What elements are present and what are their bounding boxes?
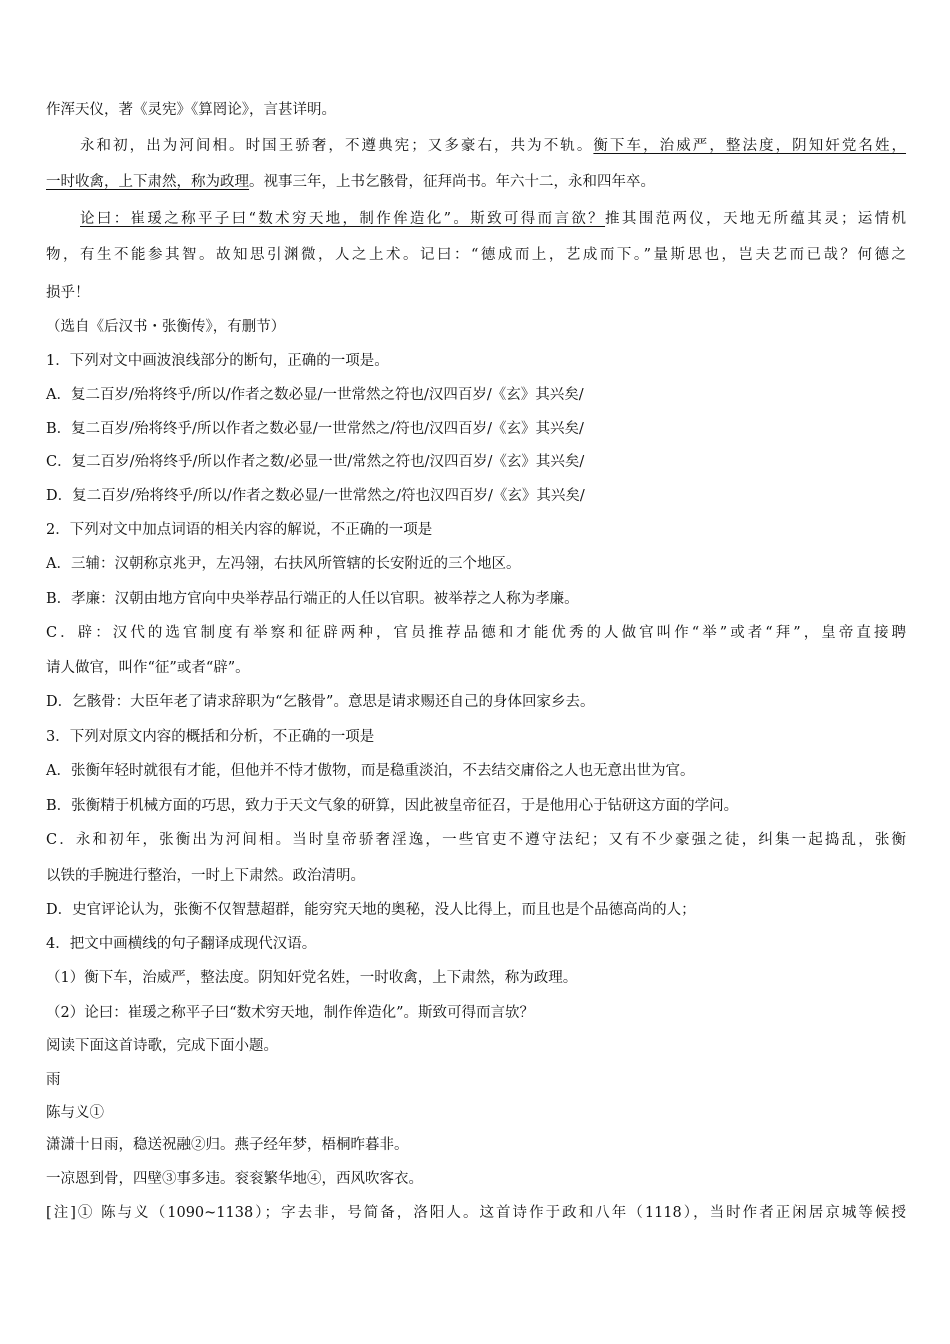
question-2-stem: 2．下列对文中加点词语的相关内容的解说，不正确的一项是 [46,522,433,538]
question-3-stem: 3．下列对原文内容的概括和分析，不正确的一项是 [46,729,375,745]
footnote-mark: ② [191,1137,206,1153]
question-2-option-c-cont: 请人做官，叫作“征”或者“辟”。 [46,660,250,676]
question-3-option-c-cont: 以铁的手腕进行整治，一时上下肃然。政治清明。 [46,868,365,884]
poem-title: 雨 [46,1072,61,1088]
question-1-option-a: A．复二百岁/殆将终乎/所以/作者之数必显/一世常然之符也/汉四百岁/《玄》其兴矣/ [46,387,584,403]
question-3-option-a: A．张衡年轻时就很有才能，但他并不恃才傲物，而是稳重淡泊，不去结交庸俗之人也无意出世为官。 [46,763,695,779]
passage-paragraph-3: 论曰：崔瑗之称平子曰“数术穷天地，制作侔造化”。斯致可得而言欲？推其围范两仪，天地无所蕴其灵；运情机 [80,211,907,227]
question-1-option-b: B．复二百岁/殆将终乎/所以作者之数必显/一世常然之/符也/汉四百岁/《玄》其兴矣/ [46,421,584,437]
passage-paragraph-2-cont: 一时收禽，上下肃然，称为政理。视事三年，上书乞骸骨，征拜尚书。年六十二，永和四年卒。 [46,174,655,190]
question-2-option-b: B．孝廉：汉朝由地方官向中央举荐品行端正的人任以官职。被举荐之人称为孝廉。 [46,591,579,607]
question-3-option-c: C．永和初年，张衡出为河间相。当时皇帝骄奢淫逸，一些官吏不遵守法纪；又有不少豪强之徒，纠集一起捣乱，张衡 [46,832,906,848]
footnote-mark: ③ [162,1171,177,1187]
footnote-mark: ① [75,1205,95,1221]
footnote-mark: ① [89,1105,104,1121]
question-1-option-c: C．复二百岁/殆将终乎/所以作者之数/必显一世/常然之符也/汉四百岁/《玄》其兴矣/ [46,454,585,470]
passage-line: 作浑天仪，著《灵宪》《算罔论》，言甚详明。 [46,102,336,118]
underlined-sentence: 论曰：崔瑗之称平子曰“数术穷天地，制作侔造化”。斯致可得而言欲？ [80,211,606,227]
passage-paragraph-3-end: 损乎！ [46,285,90,301]
poem-author: 陈与义① [46,1105,104,1121]
passage-paragraph-2: 永和初，出为河间相。时国王骄奢，不遵典宪；又多豪右，共为不轨。衡下车，治威严，整法度，阴知奸党名姓， [80,138,907,154]
question-4-stem: 4．把文中画横线的句子翻译成现代汉语。 [46,936,317,952]
question-3-option-d: D．史官评论认为，张衡不仅智慧超群，能穷究天地的奥秘，没人比得上，而且也是个品德高尚的人； [46,902,696,918]
source-citation: （选自《后汉书・张衡传》，有删节） [46,319,286,335]
poem-note: [注]① 陈与义（1090~1138）；字去非，号简备，洛阳人。这首诗作于政和八年（1118），当时作者正闲居京城等候授 [46,1205,906,1221]
passage-paragraph-3-cont: 物，有生不能参其智。故知思引渊微，人之上术。记曰：“德成而上，艺成而下。”量斯思也，岂夫艺而已哉？何德之 [46,247,906,263]
question-4-sentence-1: （1）衡下车，治威严，整法度。阴知奸党名姓，一时收禽，上下肃然，称为政理。 [46,970,578,986]
question-1-stem: 1．下列对文中画波浪线部分的断句，正确的一项是。 [46,353,389,369]
underlined-sentence: 一时收禽，上下肃然，称为政理 [46,174,249,190]
question-2-option-d: D．乞骸骨：大臣年老了请求辞职为“乞骸骨”。意思是请求赐还自己的身体回家乡去。 [46,694,595,710]
question-2-option-a: A．三辅：汉朝称京兆尹，左冯翎，右扶风所管辖的长安附近的三个地区。 [46,556,521,572]
underlined-sentence: 衡下车，治威严，整法度，阴知奸党名姓， [593,138,907,154]
question-4-sentence-2: （2）论曰：崔瑗之称平子曰“数术穷天地，制作侔造化”。斯致可得而言欤？ [46,1005,535,1021]
question-3-option-b: B．张衡精于机械方面的巧思，致力于天文气象的研算，因此被皇帝征召，于是他用心于钻研这方面的学问。 [46,798,739,814]
question-2-option-c: C．辟：汉代的选官制度有举察和征辟两种，官员推荐品德和才能优秀的人做官叫作“举”或者“拜”，皇帝直接聘 [46,625,906,641]
footnote-mark: ④ [307,1171,322,1187]
poem-line-1: 潇潇十日雨，稳送祝融②归。燕子经年梦，梧桐昨暮非。 [46,1137,409,1153]
poem-line-2: 一凉恩到骨，四壁③事多违。衮衮繁华地④，西风吹客衣。 [46,1171,423,1187]
question-1-option-d: D．复二百岁/殆将终乎/所以/作者之数必显/一世常然之/符也汉四百岁/《玄》其兴矣/ [46,488,585,504]
poem-intro: 阅读下面这首诗歌，完成下面小题。 [46,1038,278,1054]
